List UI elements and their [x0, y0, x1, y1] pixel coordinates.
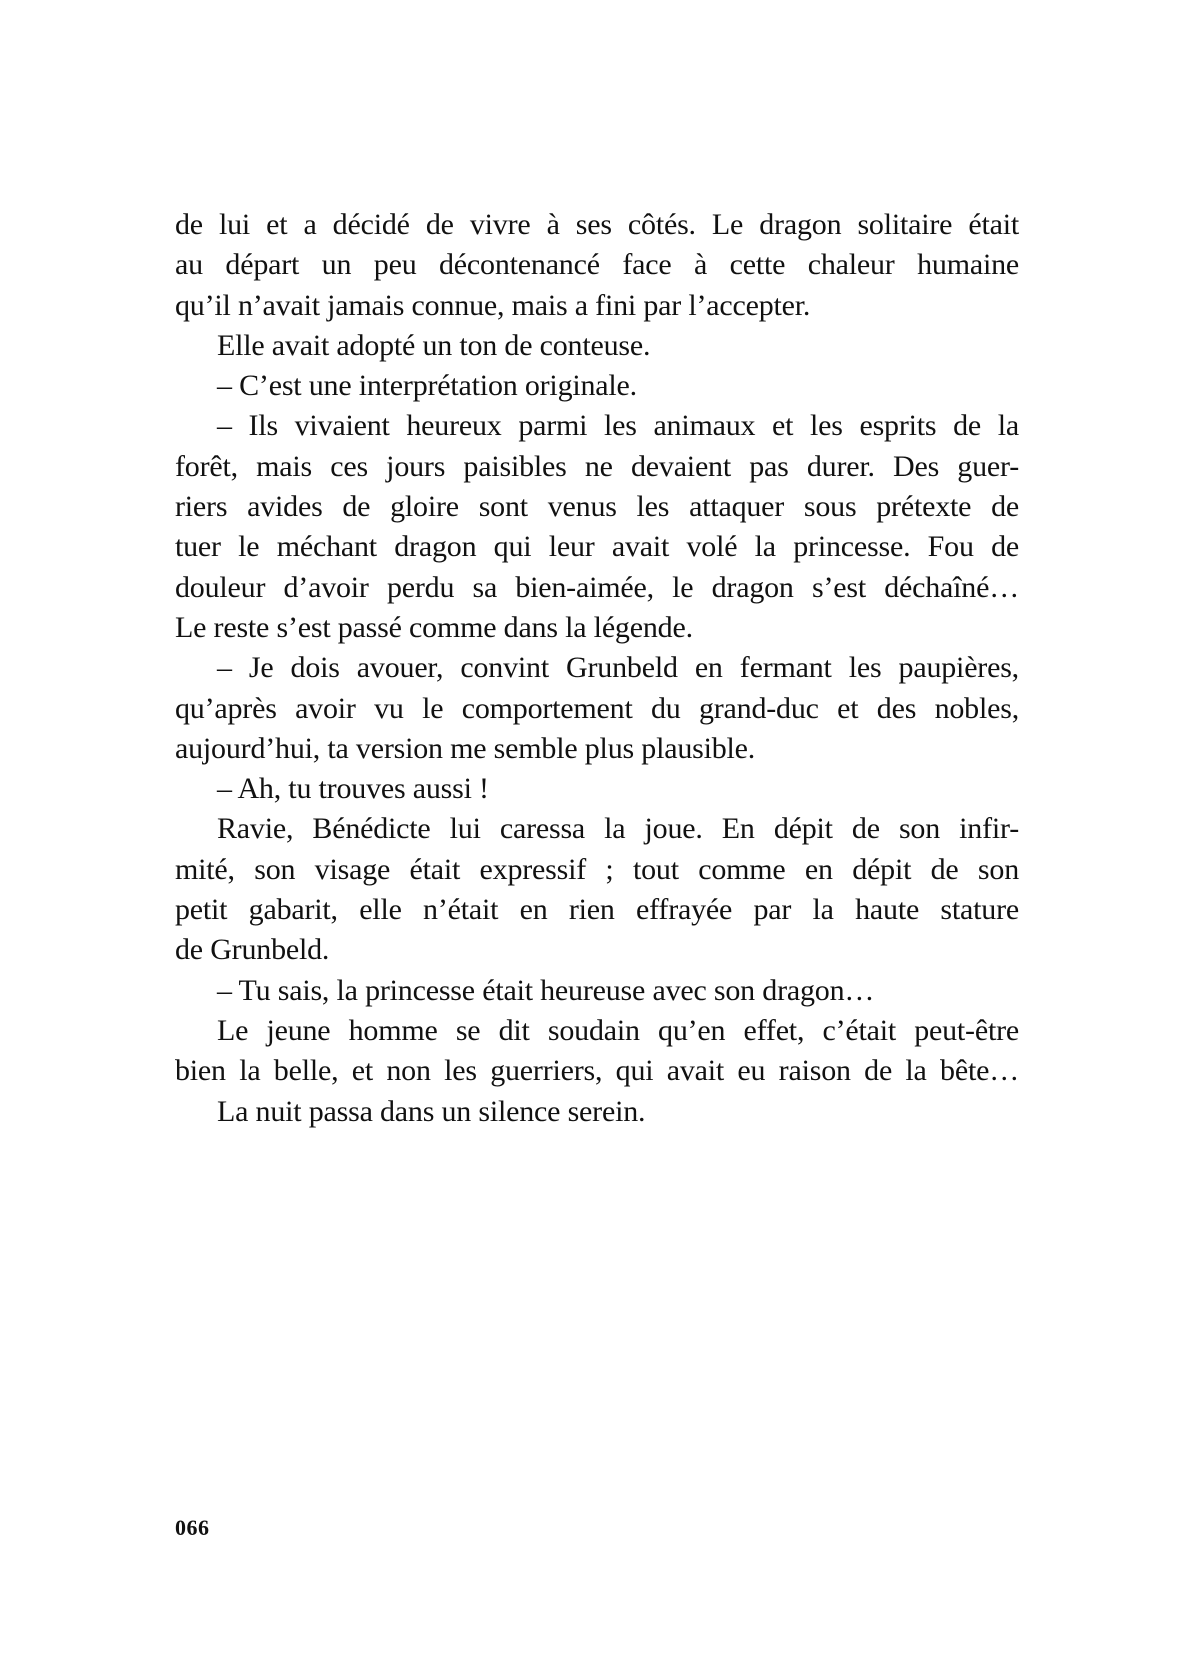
text-line: douleur d’avoir perdu sa bien-aimée, le dragon s’est déchaîné…: [175, 570, 1019, 604]
text-line: qu’après avoir vu le comportement du grand-duc et des nobles,: [175, 691, 1019, 725]
text-line: aujourd’hui, ta version me semble plus plausible.: [175, 731, 756, 765]
text-line: La nuit passa dans un silence serein.: [217, 1094, 646, 1128]
text-line: – Ah, tu trouves aussi !: [217, 772, 489, 806]
body-text: [175, 205, 1019, 1132]
text-line: Ravie, Bénédicte lui caressa la joue. En dépit de son infir-: [217, 812, 1019, 846]
page-number: 066: [175, 1515, 210, 1540]
text-line: – Tu sais, la princesse était heureuse avec son dragon…: [217, 973, 875, 1007]
text-line: riers avides de gloire sont venus les attaquer sous prétexte de: [175, 490, 1019, 524]
text-line: – Je dois avouer, convint Grunbeld en fermant les paupières,: [217, 651, 1019, 685]
text-line: forêt, mais ces jours paisibles ne devaient pas durer. Des guer-: [175, 449, 1019, 483]
text-line: Le reste s’est passé comme dans la légende.: [175, 610, 693, 644]
text-line: mité, son visage était expressif ; tout comme en dépit de son: [175, 852, 1019, 886]
text-line: – C’est une interprétation originale.: [217, 369, 637, 403]
text-line: Elle avait adopté un ton de conteuse.: [217, 328, 651, 362]
text-line: au départ un peu décontenancé face à cette chaleur humaine: [175, 248, 1019, 282]
text-line: de Grunbeld.: [175, 933, 330, 967]
text-line: bien la belle, et non les guerriers, qui avait eu raison de la bête…: [175, 1054, 1019, 1088]
text-line: qu’il n’avait jamais connue, mais a fini par l’accepter.: [175, 288, 811, 322]
text-line: tuer le méchant dragon qui leur avait volé la princesse. Fou de: [175, 530, 1019, 564]
text-line: – Ils vivaient heureux parmi les animaux et les esprits de la: [217, 409, 1019, 443]
text-line: petit gabarit, elle n’était en rien effrayée par la haute stature: [175, 893, 1019, 927]
text-line: Le jeune homme se dit soudain qu’en effet, c’était peut-être: [217, 1013, 1019, 1047]
text-line: de lui et a décidé de vivre à ses côtés. Le dragon solitaire était: [175, 208, 1019, 241]
